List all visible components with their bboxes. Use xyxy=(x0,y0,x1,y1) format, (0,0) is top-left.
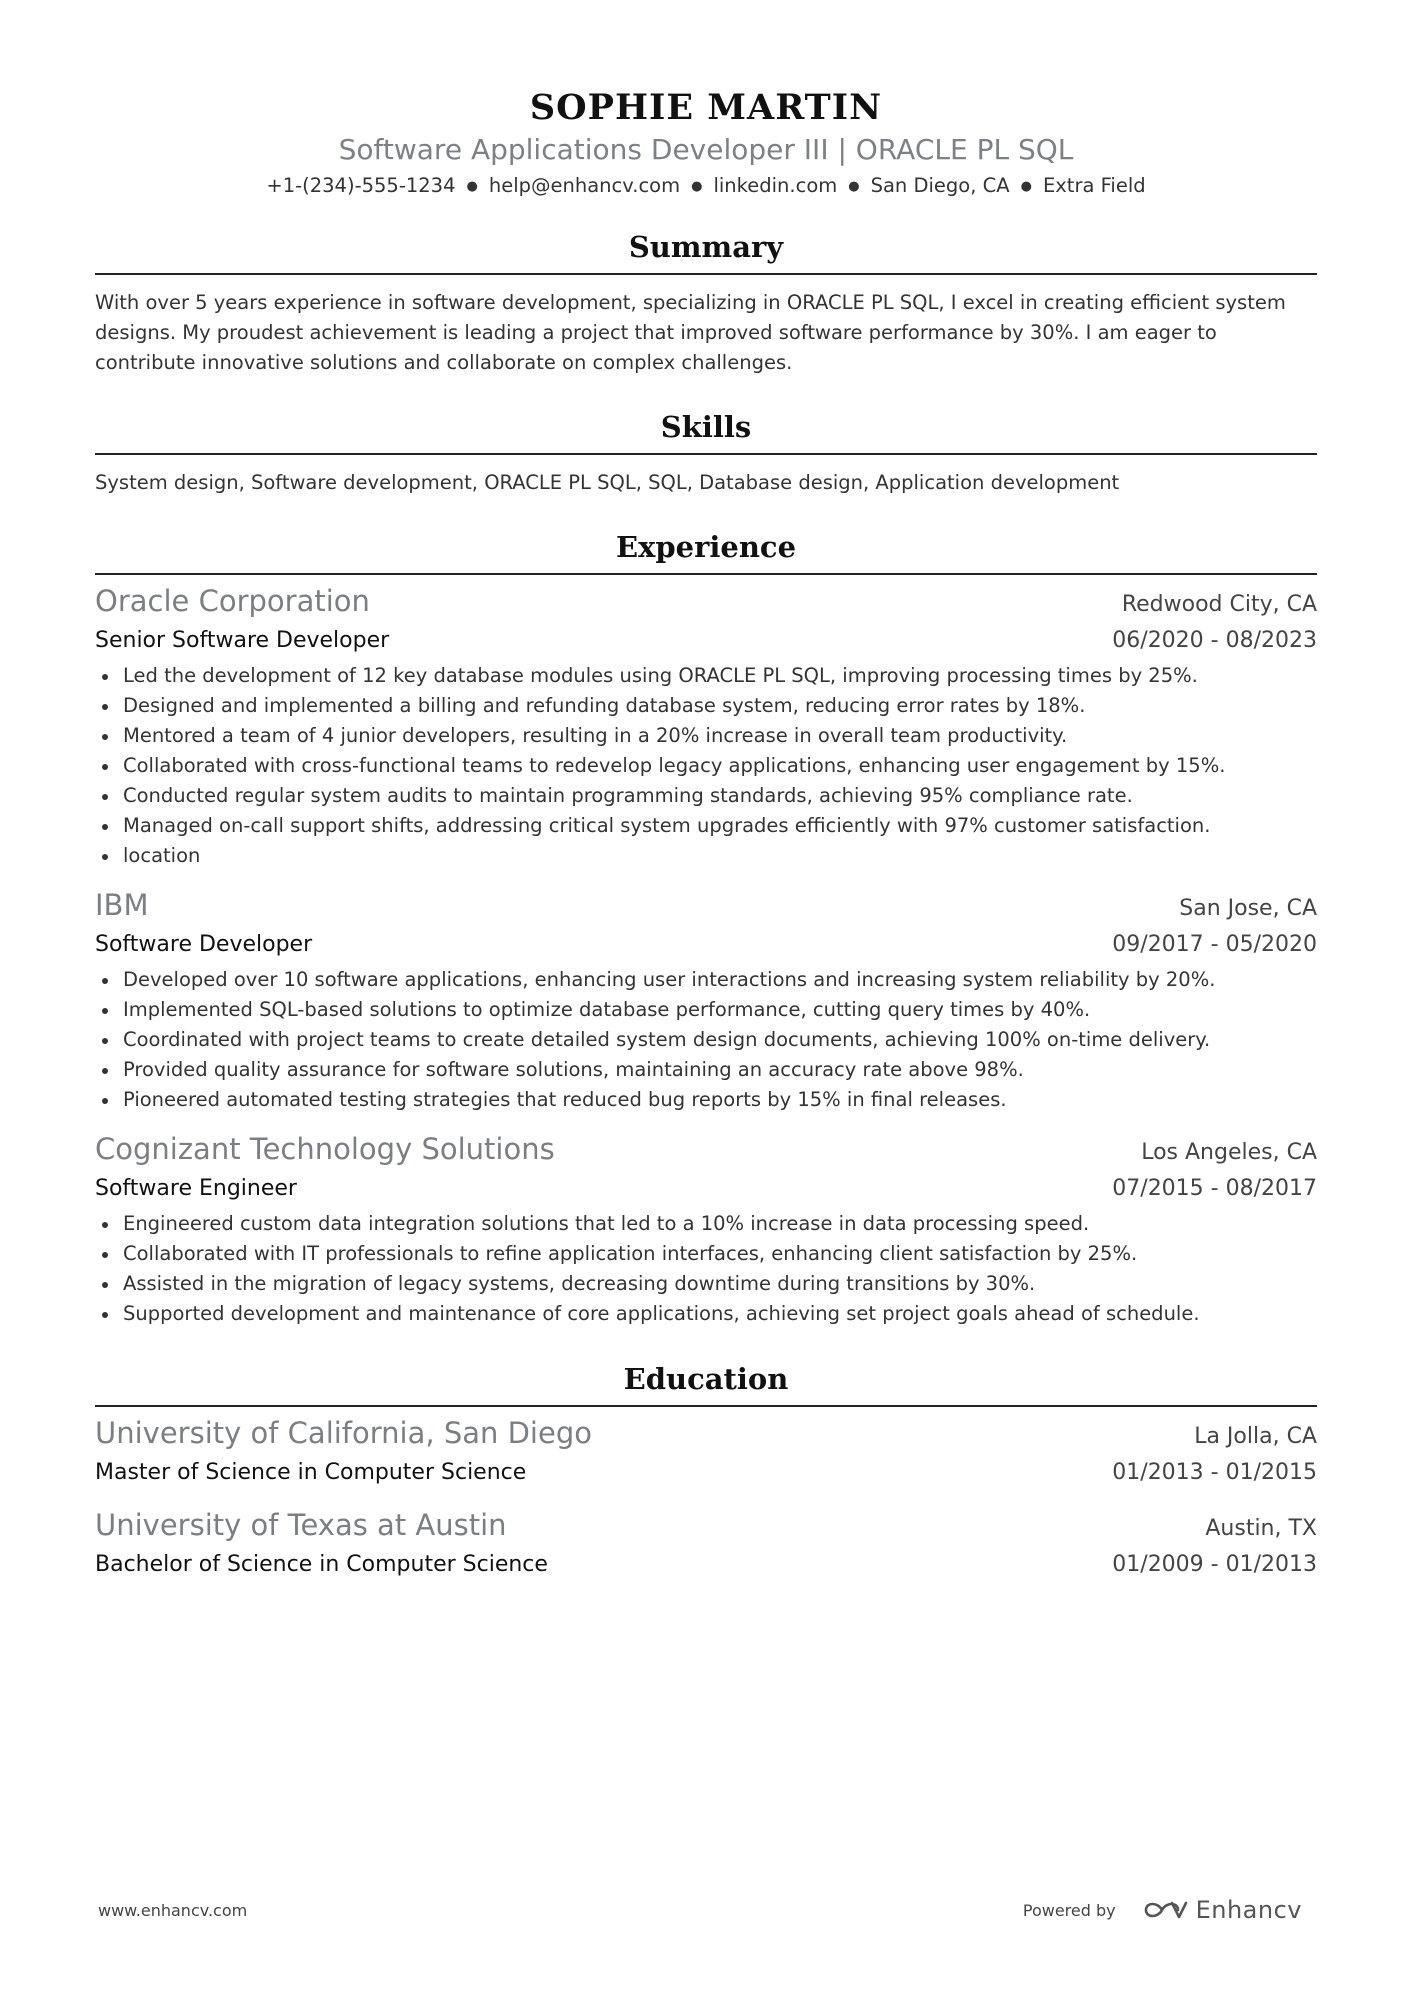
company-name: Oracle Corporation xyxy=(95,584,370,618)
enhancv-brand[interactable] xyxy=(1142,1896,1302,1924)
section-title-education: Education xyxy=(623,1362,789,1396)
list-item: Developed over 10 software applications, enhancing user interactions and increasing system reliability by 20%. xyxy=(95,965,1317,995)
separator-dot: ● xyxy=(1020,179,1032,194)
section-divider xyxy=(95,453,1317,455)
separator-dot: ● xyxy=(848,179,860,194)
experience-entry xyxy=(95,1131,1317,1329)
education-section xyxy=(95,1359,1317,1585)
extra-field: Extra Field xyxy=(1042,174,1146,197)
job-role: Software Developer xyxy=(95,932,313,957)
school-dates: 01/2013 - 01/2015 xyxy=(1112,1460,1317,1485)
linkedin[interactable]: linkedin.com xyxy=(713,174,838,197)
list-item: Provided quality assurance for software solutions, maintaining an accuracy rate above 98%. xyxy=(95,1055,1317,1085)
powered-by-label: Powered by xyxy=(1022,1900,1116,1920)
job-bullets xyxy=(95,661,1317,871)
phone: +1-(234)-555-1234 xyxy=(266,174,456,197)
education-entry xyxy=(95,1415,1317,1493)
summary-text: With over 5 years experience in software development, specializing in ORACLE PL SQL, I excel in creating efficient system designs. My proudest achievement is leading a project that improved software performance by 30%. I am eager to contribute innovative solutions and collaborate on complex challenges. xyxy=(95,291,1286,374)
job-location: Redwood City, CA xyxy=(1121,592,1317,617)
job-role: Senior Software Developer xyxy=(95,628,390,653)
list-item: Supported development and maintenance of core applications, achieving set project goals ahead of schedule. xyxy=(95,1299,1317,1329)
list-item: location xyxy=(95,841,1317,871)
brand-name: Enhancv xyxy=(1195,1896,1302,1924)
separator-dot: ● xyxy=(691,179,703,194)
list-item: Implemented SQL-based solutions to optimize database performance, cutting query times by 40%. xyxy=(95,995,1317,1025)
skills-section xyxy=(95,407,1317,498)
list-item: Mentored a team of 4 junior developers, resulting in a 20% increase in overall team productivity. xyxy=(95,721,1317,751)
school-dates: 01/2009 - 01/2013 xyxy=(1112,1552,1317,1577)
section-title-summary: Summary xyxy=(628,230,784,264)
job-dates: 07/2015 - 08/2017 xyxy=(1112,1176,1317,1201)
candidate-name: SOPHIE MARTIN xyxy=(529,87,883,128)
job-bullets xyxy=(95,965,1317,1115)
job-bullets xyxy=(95,1209,1317,1329)
list-item: Engineered custom data integration solutions that led to a 10% increase in data processing speed. xyxy=(95,1209,1317,1239)
list-item: Collaborated with cross-functional teams to redevelop legacy applications, enhancing user engagement by 15%. xyxy=(95,751,1317,781)
experience-entry xyxy=(95,583,1317,871)
summary-section xyxy=(95,227,1317,378)
email[interactable]: help@enhancv.com xyxy=(488,174,681,197)
job-location: Los Angeles, CA xyxy=(1141,1140,1317,1165)
powered-by xyxy=(1023,1896,1302,1924)
list-item: Led the development of 12 key database modules using ORACLE PL SQL, improving processing times by 25%. xyxy=(95,661,1317,691)
job-role: Software Engineer xyxy=(95,1176,297,1201)
experience-entry xyxy=(95,887,1317,1115)
list-item: Assisted in the migration of legacy systems, decreasing downtime during transitions by 30%. xyxy=(95,1269,1317,1299)
company-name: Cognizant Technology Solutions xyxy=(95,1132,555,1166)
contact-line xyxy=(95,173,1317,200)
skills-text: System design, Software development, ORACLE PL SQL, SQL, Database design, Application development xyxy=(95,471,1120,494)
location: San Diego, CA xyxy=(870,174,1010,197)
job-location: San Jose, CA xyxy=(1179,896,1317,921)
school-location: La Jolla, CA xyxy=(1194,1424,1317,1449)
education-entry xyxy=(95,1507,1317,1585)
list-item: Coordinated with project teams to create detailed system design documents, achieving 100% on-time delivery. xyxy=(95,1025,1317,1055)
footer-url[interactable]: www.enhancv.com xyxy=(98,1900,248,1920)
candidate-title: Software Applications Developer III | ORACLE PL SQL xyxy=(338,133,1074,166)
enhancv-logo-icon xyxy=(1142,1898,1188,1922)
section-divider xyxy=(95,573,1317,575)
section-divider xyxy=(95,1405,1317,1407)
job-dates: 09/2017 - 05/2020 xyxy=(1112,932,1317,957)
section-title-skills: Skills xyxy=(660,410,752,444)
list-item: Designed and implemented a billing and refunding database system, reducing error rates by 18%. xyxy=(95,691,1317,721)
section-divider xyxy=(95,273,1317,275)
resume-page xyxy=(95,88,1317,1585)
page-footer xyxy=(98,1896,1302,1924)
separator-dot: ● xyxy=(466,179,478,194)
section-title-experience: Experience xyxy=(615,530,797,564)
list-item: Conducted regular system audits to maintain programming standards, achieving 95% compliance rate. xyxy=(95,781,1317,811)
school-name: University of California, San Diego xyxy=(95,1416,592,1450)
degree: Bachelor of Science in Computer Science xyxy=(95,1552,548,1577)
experience-section xyxy=(95,527,1317,1329)
list-item: Pioneered automated testing strategies that reduced bug reports by 15% in final releases. xyxy=(95,1085,1317,1115)
school-location: Austin, TX xyxy=(1205,1516,1317,1541)
company-name: IBM xyxy=(95,888,149,922)
list-item: Collaborated with IT professionals to refine application interfaces, enhancing client satisfaction by 25%. xyxy=(95,1239,1317,1269)
school-name: University of Texas at Austin xyxy=(95,1508,507,1542)
degree: Master of Science in Computer Science xyxy=(95,1460,527,1485)
list-item: Managed on-call support shifts, addressing critical system upgrades efficiently with 97% customer satisfaction. xyxy=(95,811,1317,841)
job-dates: 06/2020 - 08/2023 xyxy=(1112,628,1317,653)
